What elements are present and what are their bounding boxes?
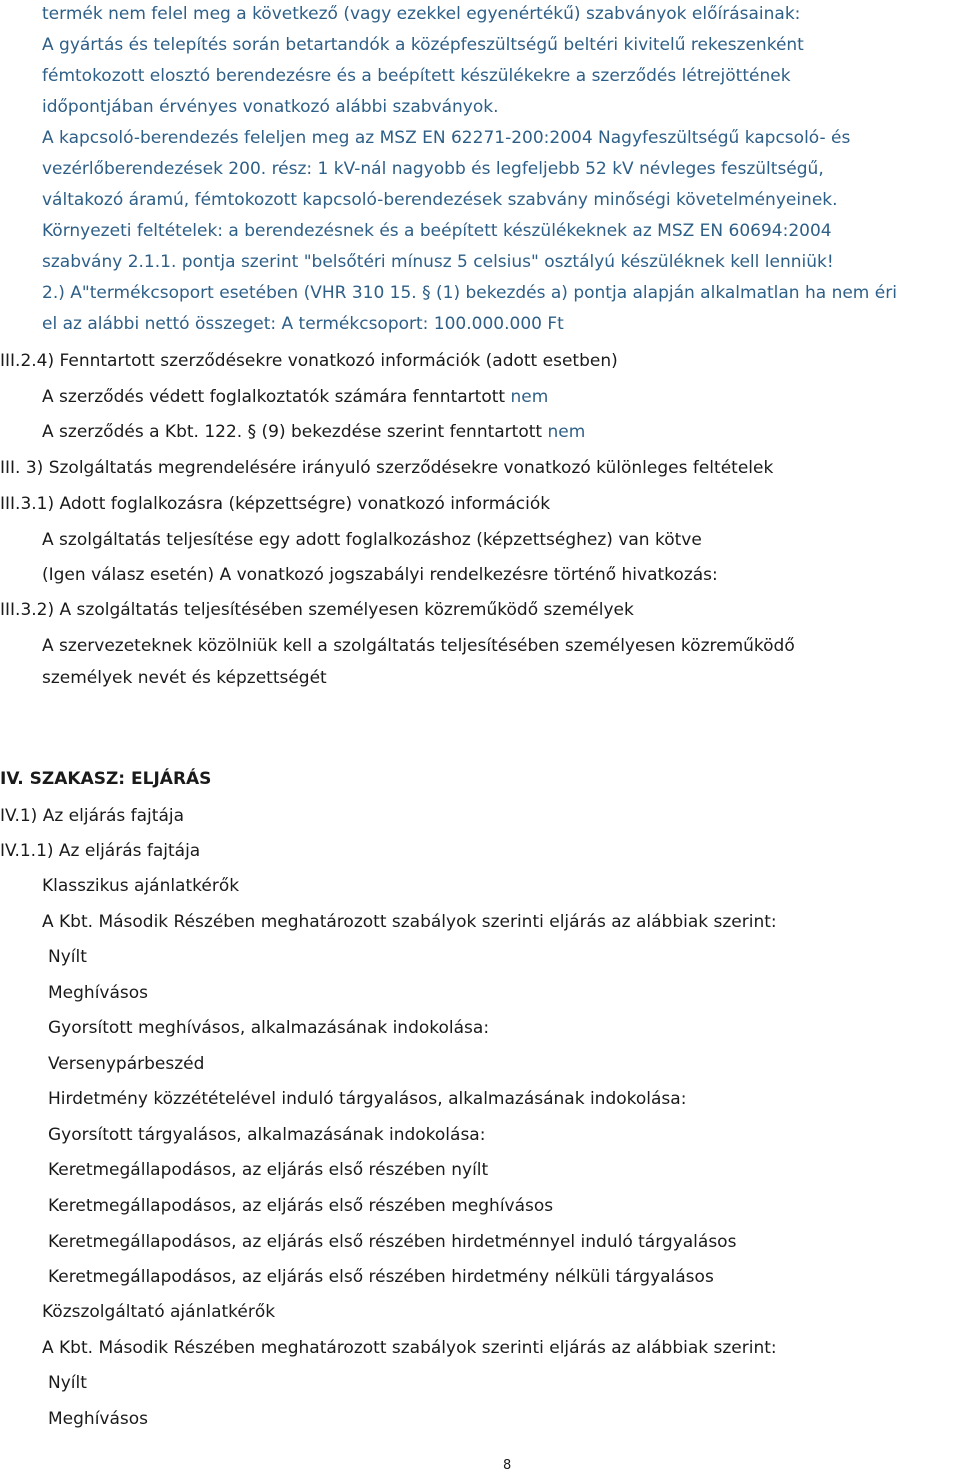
body-text-line: A Kbt. Második Részében meghatározott szabályok szerinti eljárás az alábbiak szerint: xyxy=(42,1338,777,1358)
procedure-option: Nyílt xyxy=(48,947,87,967)
subsection-heading: III.3.1) Adott foglalkozásra (képzettségre) vonatkozó információk xyxy=(0,494,551,514)
procedure-option: Gyorsított meghívásos, alkalmazásának indokolása: xyxy=(48,1018,490,1038)
reserved-line-protected xyxy=(42,386,548,408)
body-text-line: (Igen válasz esetén) A vonatkozó jogszabályi rendelkezésre történő hivatkozás: xyxy=(42,565,718,585)
section-heading-reserved: III.2.4) Fenntartott szerződésekre vonatkozó információk (adott esetben) xyxy=(0,351,618,371)
body-text-line: időpontjában érvényes vonatkozó alábbi szabványok. xyxy=(42,97,499,117)
body-text-line: A szolgáltatás teljesítése egy adott foglalkozáshoz (képzettséghez) van kötve xyxy=(42,530,702,550)
body-text-line: el az alábbi nettó összeget: A termékcsoport: 100.000.000 Ft xyxy=(42,314,564,334)
procedure-option: Keretmegállapodásos, az eljárás első részében nyílt xyxy=(48,1160,489,1180)
procedure-option: Nyílt xyxy=(48,1373,87,1393)
section-title: IV. SZAKASZ: ELJÁRÁS xyxy=(0,769,212,789)
procedure-option: Keretmegállapodásos, az eljárás első részében hirdetmény nélküli tárgyalásos xyxy=(48,1267,714,1287)
body-text-line: fémtokozott elosztó berendezésre és a beépített készülékekre a szerződés létrejöttének xyxy=(42,66,791,86)
category-label: Klasszikus ajánlatkérők xyxy=(42,876,240,896)
procedure-option: Keretmegállapodásos, az eljárás első részében hirdetménnyel induló tárgyalásos xyxy=(48,1232,737,1252)
body-text-line: Környezeti feltételek: a berendezésnek és a beépített készülékeknek az MSZ EN 60694:2004 xyxy=(42,221,832,241)
reserved-value: nem xyxy=(547,422,586,442)
subsection-heading: IV.1.1) Az eljárás fajtája xyxy=(0,841,201,861)
body-text-line: A Kbt. Második Részében meghatározott szabályok szerinti eljárás az alábbiak szerint: xyxy=(42,912,777,932)
category-label: Közszolgáltató ajánlatkérők xyxy=(42,1302,276,1322)
subsection-heading: IV.1) Az eljárás fajtája xyxy=(0,806,185,826)
body-text-line: A gyártás és telepítés során betartandók a középfeszültségű beltéri kivitelű rekeszenként xyxy=(42,35,804,55)
section-heading-service: III. 3) Szolgáltatás megrendelésére irányuló szerződésekre vonatkozó különleges feltételek xyxy=(0,458,774,478)
body-text-line: 2.) A"termékcsoport esetében (VHR 310 15. § (1) bekezdés a) pontja alapján alkalmatlan ha nem éri xyxy=(42,283,897,303)
reserved-value: nem xyxy=(510,387,549,407)
reserved-label: A szerződés a Kbt. 122. § (9) bekezdése szerint fenntartott xyxy=(42,422,543,442)
body-text-line: A kapcsoló-berendezés feleljen meg az MSZ EN 62271-200:2004 Nagyfeszültségű kapcsoló- és xyxy=(42,128,851,148)
body-text-line: szabvány 2.1.1. pontja szerint "belsőtéri mínusz 5 celsius" osztályú készüléknek kell lenniük! xyxy=(42,252,834,272)
page-number: 8 xyxy=(503,1458,512,1473)
reserved-label: A szerződés védett foglalkoztatók számára fenntartott xyxy=(42,387,506,407)
body-text-line: váltakozó áramú, fémtokozott kapcsoló-berendezések szabvány minőségi követelményeinek. xyxy=(42,190,838,210)
reserved-line-kbt xyxy=(42,421,585,443)
body-text-line: termék nem felel meg a következő (vagy ezekkel egyenértékű) szabványok előírásainak: xyxy=(42,4,801,24)
subsection-heading: III.3.2) A szolgáltatás teljesítésében személyesen közreműködő személyek xyxy=(0,600,634,620)
body-text-line: vezérlőberendezések 200. rész: 1 kV-nál nagyobb és legfeljebb 52 kV névleges feszültségű, xyxy=(42,159,824,179)
procedure-option: Meghívásos xyxy=(48,1409,149,1429)
body-text-line: A szervezeteknek közölniük kell a szolgáltatás teljesítésében személyesen közreműködő xyxy=(42,636,795,656)
procedure-option: Hirdetmény közzétételével induló tárgyalásos, alkalmazásának indokolása: xyxy=(48,1089,687,1109)
body-text-line: személyek nevét és képzettségét xyxy=(42,668,327,688)
procedure-option: Gyorsított tárgyalásos, alkalmazásának indokolása: xyxy=(48,1125,486,1145)
procedure-option: Versenypárbeszéd xyxy=(48,1054,205,1074)
procedure-option: Keretmegállapodásos, az eljárás első részében meghívásos xyxy=(48,1196,554,1216)
procedure-option: Meghívásos xyxy=(48,983,149,1003)
